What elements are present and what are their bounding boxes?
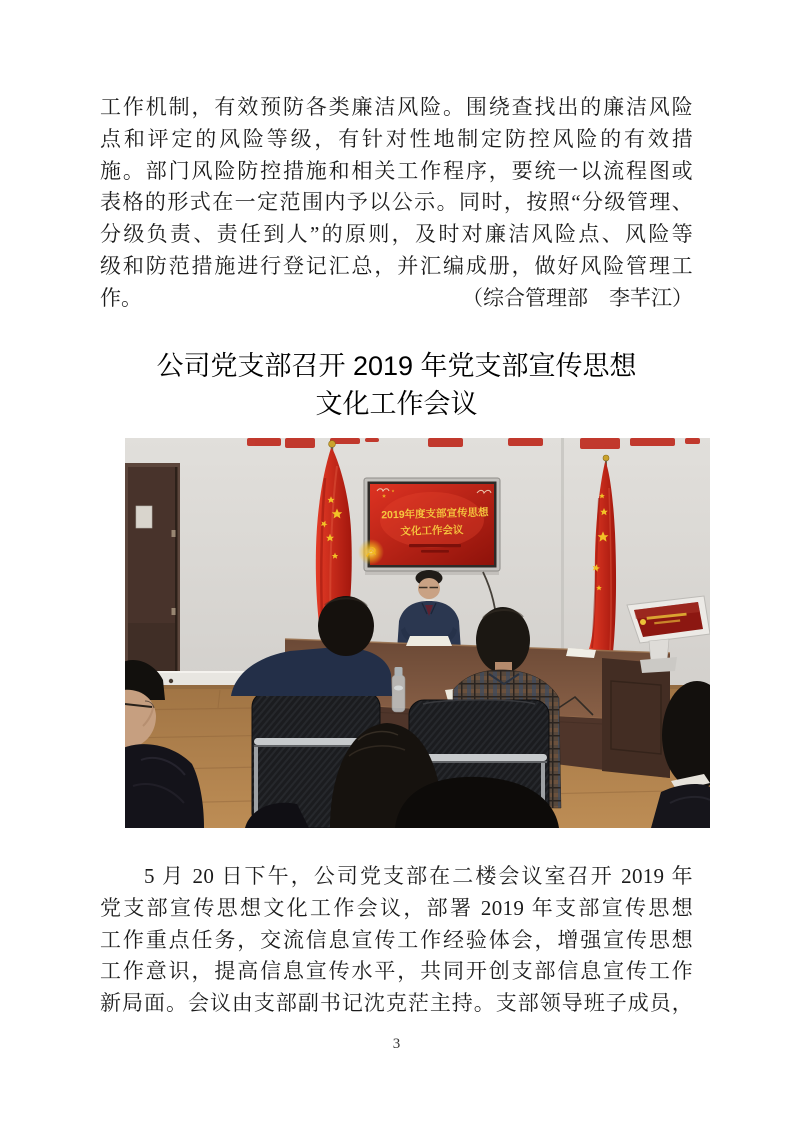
paragraph-line: 工作重点任务，交流信息宣传工作经验体会，增强宣传思想 [100, 927, 693, 952]
paragraph-line: 工作意识，提高信息宣传水平，共同开创支部信息宣传工作 [100, 959, 693, 984]
intro-paragraph [100, 92, 693, 315]
article-title-line2: 文化工作会议 [315, 389, 478, 419]
page-number: 3 [392, 1036, 401, 1052]
flag-finial [603, 455, 609, 461]
papers [406, 636, 452, 646]
paragraph-line: 施。部门风险防控措施和相关工作程序，要统一以流程图或 [100, 158, 693, 183]
article-title-line1: 公司党支部召开 2019 年党支部宣传思想 [156, 351, 637, 381]
attribution: （综合管理部 李芊江） [462, 285, 693, 310]
paragraph-line: 工作机制，有效预防各类廉洁风险。围绕查找出的廉洁风险 [100, 95, 693, 119]
slide-smalltext-bar [421, 550, 449, 553]
paragraph-line: 表格的形式在一定范围内予以公示。同时，按照“分级管理、 [100, 190, 693, 215]
slide-title-line2: 文化工作会议 [400, 524, 464, 538]
flag-finial [329, 441, 336, 448]
paragraph-line: 新局面。会议由支部副书记沈克茫主持。支部领导班子成员， [100, 991, 693, 1016]
article-title [0, 347, 793, 423]
body-paragraph [100, 861, 693, 1020]
paragraph-closing-line [100, 283, 693, 315]
closing-text: 作。 [100, 285, 142, 310]
meeting-photo [125, 438, 710, 828]
paragraph-line: 5 月 20 日下午，公司党支部在二楼会议室召开 2019 年 [144, 864, 693, 888]
paragraph-line: 分级负责、责任到人”的原则，及时对廉洁风险点、风险等 [100, 222, 693, 247]
meeting-photo-scene [125, 438, 710, 828]
party-emblem-icon: ☭ [364, 545, 378, 561]
side-cabinet [602, 658, 670, 778]
slide-title-line1: 2019年度支部宣传思想 [381, 506, 489, 522]
slide-smalltext-bar [409, 544, 461, 547]
paragraph-line: 点和评定的风险等级，有针对性地制定防控风险的有效措 [100, 126, 693, 151]
paragraph-line: 级和防范措施进行登记汇总，并汇编成册，做好风险管理工 [100, 253, 693, 278]
paragraph-line: 党支部宣传思想文化工作会议，部署 2019 年支部宣传思想 [100, 895, 693, 920]
door-sign [136, 506, 152, 528]
